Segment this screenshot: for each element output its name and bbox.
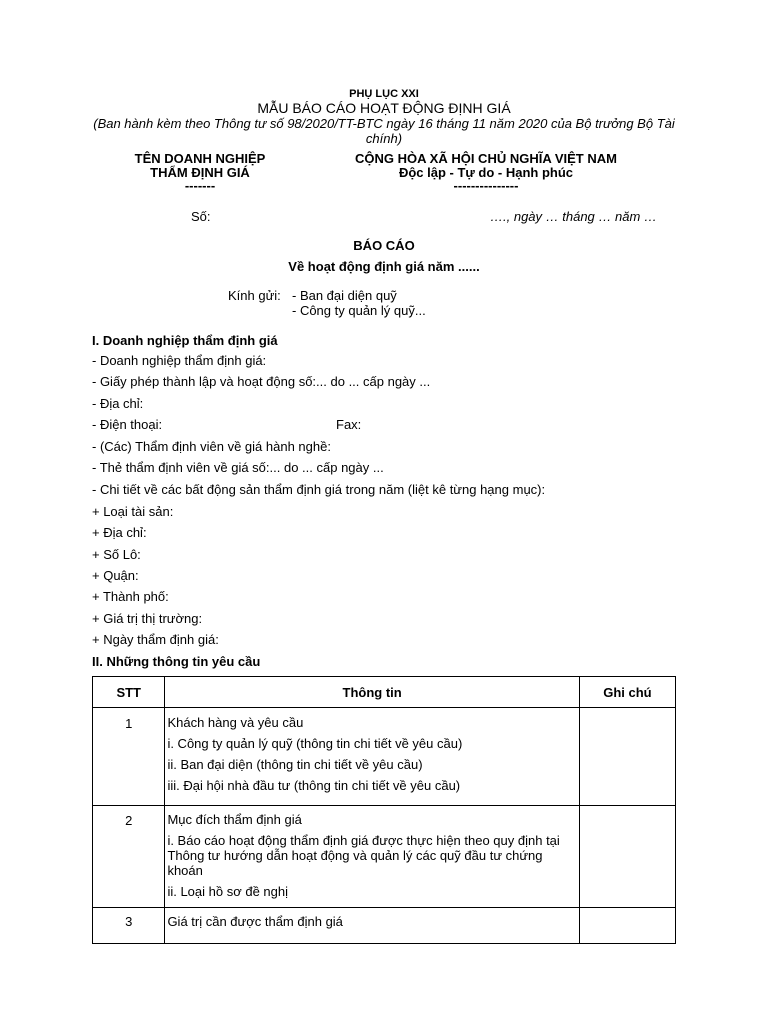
row-info-line: Khách hàng và yêu cầu: [167, 715, 304, 730]
row-stt: 2: [93, 806, 165, 908]
row-info: [165, 908, 579, 944]
section1-line: - Giấy phép thành lập và hoạt động số:... do ... cấp ngày ...: [92, 374, 431, 389]
appendix-label: PHỤ LỤC XXI: [349, 88, 419, 100]
section1-line: + Thành phố:: [92, 589, 169, 604]
table-row: [93, 806, 676, 908]
company-name-line1: TÊN DOANH NGHIỆP: [134, 151, 266, 166]
company-name-line2: THẨM ĐỊNH GIÁ: [150, 165, 250, 180]
row-stt: 3: [93, 908, 165, 944]
column-header-stt: STT: [93, 677, 165, 708]
section1-line: + Giá trị thị trường:: [92, 611, 203, 626]
right-divider: ---------------: [453, 178, 519, 193]
row-info-line: Mục đích thẩm định giá: [167, 812, 302, 827]
section1-line: + Quận:: [92, 568, 139, 583]
section1-heading: I. Doanh nghiệp thẩm định giá: [92, 333, 278, 348]
row-info-line: i. Báo cáo hoạt động thẩm định giá được thực hiện theo quy định tại Thông tư hướng dẫn hoạt động và quản lý các quỹ đầu tư chứng khoán: [167, 833, 560, 878]
row-info: [165, 806, 579, 908]
column-header-info: Thông tin: [165, 677, 579, 708]
row-note: [579, 708, 675, 806]
issued-note-line2: chính): [365, 131, 403, 146]
section1-line: + Loại tài sản:: [92, 504, 174, 519]
recipient-1: - Ban đại diện quỹ: [292, 288, 397, 303]
row-note: [579, 908, 675, 944]
row-info-line: i. Công ty quản lý quỹ (thông tin chi tiết về yêu cầu): [167, 736, 463, 751]
section1-line: - (Các) Thẩm định viên về giá hành nghề:: [92, 439, 331, 454]
section2-heading: II. Những thông tin yêu cầu: [92, 654, 261, 669]
nation-motto: Độc lập - Tự do - Hạnh phúc: [398, 165, 574, 180]
section1-line: - Địa chỉ:: [92, 396, 144, 411]
form-title: MẪU BÁO CÁO HOẠT ĐỘNG ĐỊNH GIÁ: [257, 100, 511, 116]
section1-line: + Ngày thẩm định giá:: [92, 632, 219, 647]
recipient-2: - Công ty quản lý quỹ...: [292, 303, 426, 318]
fax-label: Fax:: [336, 417, 362, 432]
nation-title: CỘNG HÒA XÃ HỘI CHỦ NGHĨA VIỆT NAM: [355, 151, 617, 166]
section1-line: + Số Lô:: [92, 547, 141, 562]
row-note: [579, 806, 675, 908]
report-subtitle: Về hoạt động định giá năm ......: [288, 259, 480, 274]
recipient-label: Kính gửi:: [228, 288, 281, 303]
row-info-line: Giá trị cần được thẩm định giá: [167, 914, 343, 929]
row-stt: 1: [93, 708, 165, 806]
document-number-label: Số:: [191, 209, 211, 224]
row-info: [165, 708, 579, 806]
table-header-row: [93, 677, 676, 708]
issued-note-line1: (Ban hành kèm theo Thông tư số 98/2020/TT-BTC ngày 16 tháng 11 năm 2020 của Bộ trưởng Bộ Tài: [93, 116, 675, 131]
section1-line: + Địa chỉ:: [92, 525, 147, 540]
table-row: [93, 908, 676, 944]
section1-line: - Thẻ thẩm định viên về giá số:... do ... cấp ngày ...: [92, 460, 384, 475]
row-info-line: ii. Loại hồ sơ đề nghị: [167, 884, 288, 899]
report-title: BÁO CÁO: [353, 238, 415, 253]
table-row: [93, 708, 676, 806]
info-table: [92, 676, 676, 944]
date-line: …., ngày … tháng … năm …: [490, 209, 657, 224]
section1-line: - Doanh nghiệp thẩm định giá:: [92, 353, 267, 368]
column-header-note: Ghi chú: [579, 677, 675, 708]
row-info-line: ii. Ban đại diện (thông tin chi tiết về yêu cầu): [167, 757, 423, 772]
left-divider: -------: [184, 178, 216, 193]
section1-line: - Chi tiết về các bất động sản thẩm định giá trong năm (liệt kê từng hạng mục):: [92, 482, 546, 497]
row-info-line: iii. Đại hội nhà đầu tư (thông tin chi tiết về yêu cầu): [167, 778, 461, 793]
section1-line: - Điện thoại:: [92, 417, 163, 432]
